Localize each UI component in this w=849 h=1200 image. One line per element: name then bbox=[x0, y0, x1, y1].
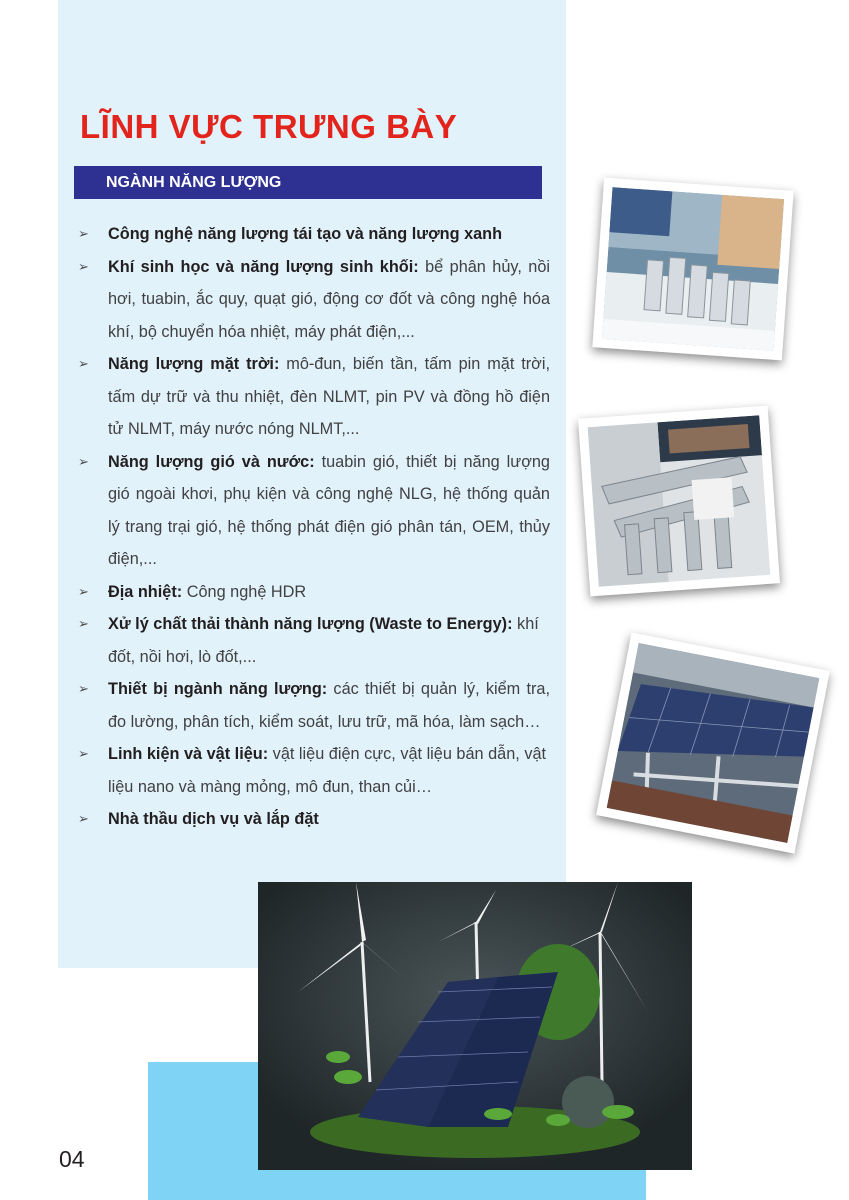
solar-wind-illustration bbox=[258, 882, 692, 1170]
item-text: bể phân hủy, nồi hơi, tuabin, ắc quy, quạt gió, động cơ đốt và công nghệ hóa khí, bộ chuyển hóa nhiệt, máy phát điện,... bbox=[108, 257, 550, 341]
item-heading: Năng lượng mặt trời: bbox=[108, 355, 280, 373]
section-label: NGÀNH NĂNG LƯỢNG bbox=[106, 174, 282, 191]
item-heading: Thiết bị ngành năng lượng: bbox=[108, 680, 328, 698]
arrow-bullet-icon: ➢ bbox=[78, 746, 89, 761]
item-text: khí đốt, nồi hơi, lò đốt,... bbox=[108, 615, 539, 666]
list-item bbox=[78, 803, 550, 836]
item-heading: Linh kiện và vật liệu: bbox=[108, 745, 269, 763]
arrow-bullet-icon: ➢ bbox=[78, 453, 89, 469]
arrow-bullet-icon: ➢ bbox=[78, 811, 89, 826]
list-item bbox=[78, 576, 550, 609]
arrow-bullet-icon: ➢ bbox=[78, 616, 89, 631]
list-item bbox=[78, 446, 550, 576]
photo-rail-profiles bbox=[578, 406, 780, 597]
arrow-bullet-icon: ➢ bbox=[78, 583, 89, 599]
item-text: mô-đun, biến tần, tấm pin mặt trời, tấm dự trữ và thu nhiệt, đèn NLMT, pin PV và đồng hồ điện tử NLMT, máy nước nóng NLMT,... bbox=[108, 355, 550, 438]
list-item bbox=[78, 608, 550, 673]
item-heading: Công nghệ năng lượng tái tạo và năng lượng xanh bbox=[108, 225, 503, 243]
page-title: LĨNH VỰC TRƯNG BÀY bbox=[80, 108, 458, 145]
photo-rooftop-solar bbox=[596, 632, 830, 853]
item-text: vật liệu điện cực, vật liệu bán dẫn, vật liệu nano và màng mỏng, mô đun, than củi… bbox=[108, 745, 547, 796]
rails-image bbox=[588, 415, 771, 587]
item-heading: Nhà thầu dịch vụ và lắp đặt bbox=[108, 810, 319, 828]
exhibit-list bbox=[78, 218, 550, 836]
item-text: các thiết bị quản lý, kiểm tra, đo lường, phân tích, kiểm soát, lưu trữ, mã hóa, làm sạch… bbox=[108, 680, 550, 731]
page-number: 04 bbox=[59, 1146, 85, 1172]
item-heading: Khí sinh học và năng lượng sinh khối: bbox=[108, 257, 419, 276]
list-item bbox=[78, 348, 550, 446]
arrow-bullet-icon: ➢ bbox=[78, 258, 89, 274]
rooftop-solar-image bbox=[607, 643, 820, 843]
section-header-bar bbox=[74, 166, 542, 199]
brackets-image bbox=[602, 187, 784, 351]
arrow-bullet-icon: ➢ bbox=[78, 681, 89, 696]
item-heading: Năng lượng gió và nước: bbox=[108, 452, 315, 471]
list-item bbox=[78, 738, 550, 803]
item-heading: Địa nhiệt: bbox=[108, 582, 183, 601]
list-item bbox=[78, 673, 550, 738]
arrow-bullet-icon: ➢ bbox=[78, 226, 89, 241]
list-item bbox=[78, 218, 550, 251]
arrow-bullet-icon: ➢ bbox=[78, 356, 89, 371]
list-item bbox=[78, 251, 550, 349]
item-text: Công nghệ HDR bbox=[182, 582, 307, 601]
photo-mounting-brackets bbox=[592, 178, 793, 361]
item-text: tuabin gió, thiết bị năng lượng gió ngoài khơi, phụ kiện và công nghệ NLG, hệ thống quản lý trang trại gió, hệ thống phát điện gió phân tán, OEM, thủy điện,... bbox=[108, 452, 550, 568]
item-heading: Xử lý chất thải thành năng lượng (Waste to Energy): bbox=[108, 615, 513, 633]
